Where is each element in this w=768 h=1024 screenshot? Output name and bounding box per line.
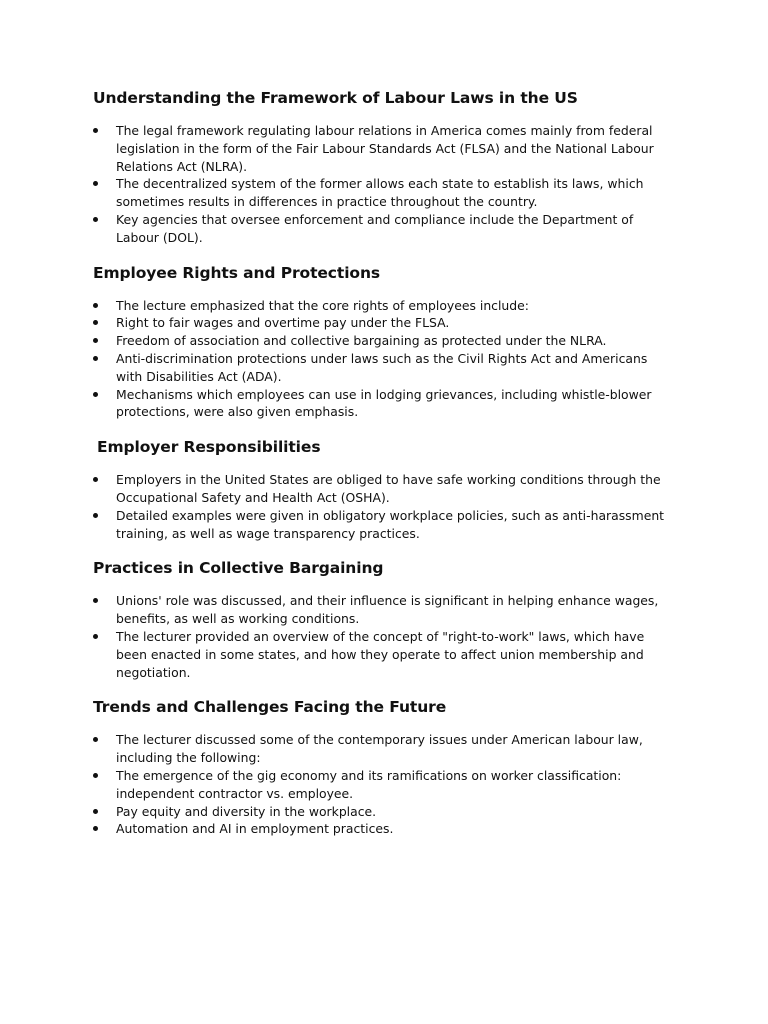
list-item-text: The legal framework regulating labour relations in America comes mainly from federal legislation in the form of the Fair Labour Standards Act (FLSA) and the National Labour Relations Act (NLRA).: [116, 123, 654, 174]
list-item-text: Pay equity and diversity in the workplace.: [116, 803, 377, 819]
bullet-list: [93, 122, 673, 247]
list-item: [93, 386, 673, 422]
document-page: [93, 86, 673, 852]
list-item: [93, 731, 673, 767]
section-heading: Employee Rights and Protections: [93, 263, 381, 282]
bullet-list: [93, 471, 673, 542]
list-item-text: Detailed examples were given in obligatory workplace policies, such as anti-harassment training, as well as wage transparency practices.: [116, 507, 665, 541]
bullet-icon: [93, 634, 98, 639]
bullet-icon: [93, 809, 98, 814]
bullet-icon: [93, 737, 98, 742]
bullet-icon: [93, 217, 98, 222]
list-item-text: The emergence of the gig economy and its ramifications on worker classification: independent contractor vs. employee.: [116, 767, 622, 801]
bullet-icon: [93, 513, 98, 518]
bullet-icon: [93, 338, 98, 343]
bullet-icon: [93, 598, 98, 603]
bullet-list: [93, 592, 673, 681]
bullet-list: [93, 297, 673, 422]
bullet-icon: [93, 477, 98, 482]
list-item-text: The decentralized system of the former allows each state to establish its laws, which sometimes results in differences in practice throughout the country.: [116, 176, 644, 210]
bullet-icon: [93, 773, 98, 778]
list-item: [93, 592, 673, 628]
bullet-icon: [93, 392, 98, 397]
section-heading: Trends and Challenges Facing the Future: [93, 698, 447, 717]
list-item-text: Anti-discrimination protections under laws such as the Civil Rights Act and Americans with Disabilities Act (ADA).: [116, 350, 648, 384]
list-item: [93, 314, 673, 332]
bullet-icon: [93, 303, 98, 308]
bullet-icon: [93, 320, 98, 325]
section-heading: Practices in Collective Bargaining: [93, 559, 384, 578]
list-item-text: Unions' role was discussed, and their influence is significant in helping enhance wages, benefits, as well as working conditions.: [116, 593, 659, 627]
section-framework: [93, 86, 673, 247]
list-item-text: Employers in the United States are obliged to have safe working conditions through the Occupational Safety and Health Act (OSHA).: [116, 472, 661, 505]
list-item: [93, 507, 673, 543]
list-item-text: The lecture emphasized that the core rights of employees include:: [116, 297, 529, 313]
list-item-text: The lecturer discussed some of the contemporary issues under American labour law, including the following:: [116, 732, 643, 766]
list-item-text: The lecturer provided an overview of the concept of "right-to-work" laws, which have been enacted in some states, and how they operate to affect union membership and negotiation.: [116, 628, 645, 680]
bullet-icon: [93, 826, 98, 831]
list-item: [93, 471, 673, 507]
list-item: [93, 803, 673, 821]
list-item-text: Automation and AI in employment practices.: [116, 821, 394, 837]
list-item: [93, 211, 673, 247]
list-item: [93, 297, 673, 315]
list-item-text: Freedom of association and collective bargaining as protected under the NLRA.: [116, 333, 607, 349]
bullet-icon: [93, 356, 98, 361]
list-item: [93, 122, 673, 175]
list-item: [93, 820, 673, 838]
list-item-text: Right to fair wages and overtime pay under the FLSA.: [116, 315, 450, 331]
section-heading: Understanding the Framework of Labour Laws in the US: [93, 89, 578, 107]
list-item: [93, 350, 673, 386]
list-item-text: Mechanisms which employees can use in lodging grievances, including whistle-blower protections, were also given emphasis.: [116, 386, 652, 420]
section-employee-rights: [93, 261, 673, 422]
section-future-trends: [93, 695, 673, 838]
bullet-icon: [93, 181, 98, 186]
list-item: [93, 628, 673, 681]
list-item: [93, 767, 673, 803]
list-item: [93, 175, 673, 211]
list-item-text: Key agencies that oversee enforcement and compliance include the Department of Labour (DOL).: [116, 211, 634, 245]
list-item: [93, 332, 673, 350]
section-employer-responsibilities: [93, 435, 673, 542]
section-collective-bargaining: [93, 556, 673, 681]
section-heading: Employer Responsibilities: [97, 438, 321, 457]
bullet-list: [93, 731, 673, 838]
bullet-icon: [93, 128, 98, 133]
